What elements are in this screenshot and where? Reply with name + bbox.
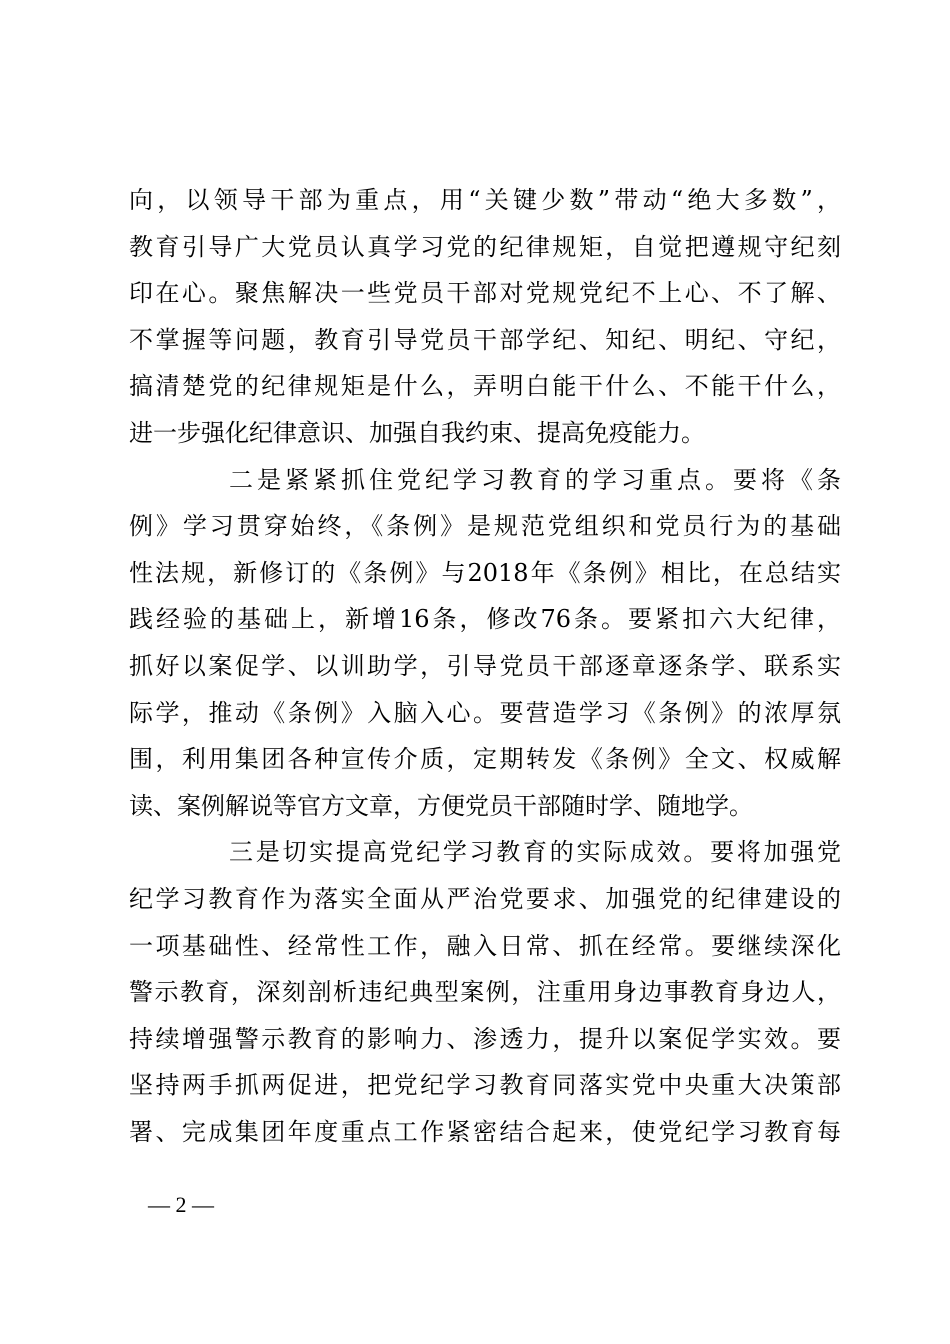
text-line: 纪学习教育作为落实全面从严治党要求、加强党的纪律建设的 [129, 884, 841, 913]
text-line: 署、完成集团年度重点工作紧密结合起来，使党纪学习教育每 [129, 1117, 841, 1146]
paragraph-2 [129, 457, 841, 830]
text-line: 不掌握等问题，教育引导党员干部学纪、知纪、明纪、守纪， [129, 325, 841, 354]
text-line: 读、案例解说等官方文章，方便党员干部随时学、随地学。 [129, 791, 753, 820]
text-line: 持续增强警示教育的影响力、渗透力，提升以案促学实效。要 [129, 1024, 841, 1053]
text-line: 围，利用集团各种宣传介质，定期转发《条例》全文、权威解 [129, 745, 841, 774]
page-number: — 2 — [148, 1192, 214, 1217]
body-text [129, 177, 841, 1155]
text-line: 坚持两手抓两促进，把党纪学习教育同落实党中央重大决策部 [129, 1071, 841, 1100]
paragraph-3 [129, 829, 841, 1155]
text-line: 二是紧紧抓住党纪学习教育的学习重点。要将《条 [229, 465, 841, 494]
text-line: 际学，推动《条例》入脑入心。要营造学习《条例》的浓厚氛 [129, 698, 841, 727]
text-line: 印在心。聚焦解决一些党员干部对党规党纪不上心、不了解、 [129, 279, 841, 308]
paragraph-1 [129, 177, 841, 457]
text-line: 向，以领导干部为重点，用“关键少数”带动“绝大多数”， [129, 186, 841, 214]
text-line: 三是切实提高党纪学习教育的实际成效。要将加强党 [229, 838, 841, 867]
text-line: 例》学习贯穿始终，《条例》是规范党组织和党员行为的基础 [129, 512, 841, 541]
text-line: 抓好以案促学、以训助学，引导党员干部逐章逐条学、联系实 [129, 651, 841, 680]
text-line: 一项基础性、经常性工作，融入日常、抓在经常。要继续深化 [129, 931, 841, 960]
text-line: 践经验的基础上，新增16条，修改76条。要紧扣六大纪律， [129, 605, 841, 634]
text-line: 性法规，新修订的《条例》与2018年《条例》相比，在总结实 [129, 558, 841, 587]
text-line: 教育引导广大党员认真学习党的纪律规矩，自觉把遵规守纪刻 [129, 232, 841, 261]
text-line: 搞清楚党的纪律规矩是什么，弄明白能干什么、不能干什么， [129, 372, 841, 401]
text-line: 进一步强化纪律意识、加强自我约束、提高免疫能力。 [129, 418, 705, 447]
text-line: 警示教育，深刻剖析违纪典型案例，注重用身边事教育身边人， [129, 978, 841, 1007]
